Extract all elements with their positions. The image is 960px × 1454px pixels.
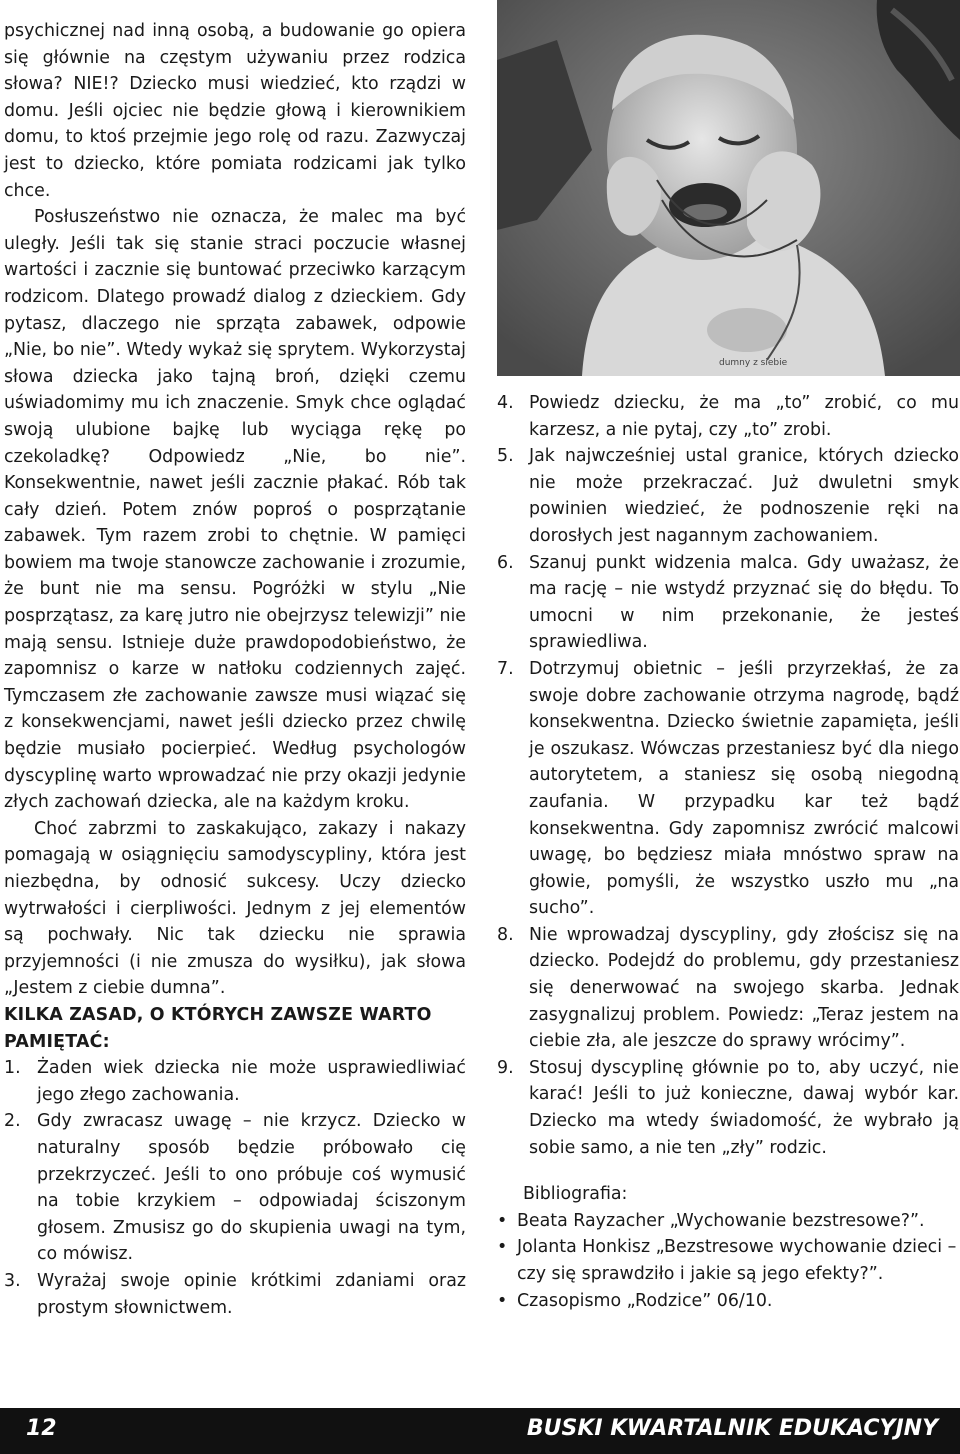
bullet-icon: • [497, 1290, 508, 1311]
list-item [497, 1288, 959, 1315]
list-item [4, 1055, 466, 1108]
list-text: Gdy zwracasz uwagę – nie krzycz. Dziecko w naturalny sposób będzie próbowało cię przekrzyczeć. Jeśli to ono próbuje coś wymusić na tobie krzykiem – odpowiadaj ściszonym głosem. Zmusisz go do skupienia uwagi na tym, co mówisz. [37, 1111, 466, 1265]
list-number: 3. [4, 1270, 21, 1291]
list-item [497, 656, 959, 922]
list-item [497, 1208, 959, 1235]
bibliography-entry: Jolanta Honkisz „Bezstresowe wychowanie dzieci – czy się sprawdziło i jakie są jego efekty?”. [517, 1237, 957, 1284]
list-item [4, 1108, 466, 1268]
page-footer [0, 1408, 960, 1454]
list-text: Dotrzymuj obietnic – jeśli przyrzekłaś, że za swoje dobre zachowanie otrzyma nagrodę, bądź konsekwentna. Dziecko świetnie zapamięta, jeśli je oszukasz. Wówczas przestaniesz być dla niego autorytetem, a staniesz się osobą niegodną zaufania. W przypadku kar też bądź konsekwentna. Gdy zapomnisz zwrócić malcowi uwagę, bo będziesz miała mnóstwo spraw na głowie, pomyśli, że wszystko uszło mu „na sucho”. [529, 658, 959, 919]
list-item [497, 390, 959, 443]
paragraph-self-discipline: Choć zabrzmi to zaskakująco, zakazy i nakazy pomagają w osiągnięciu samodyscypliny, która jest niezbędna, by odnosić sukcesy. Uczy dziecko wytrwałości i cierpliwości. Jednym z jej elementów są pochwały. Nic tak dziecku nie sprawia przyjemności (i nie zmusza do wysiłku), jak słowa „Jestem z ciebie dumna”. [4, 818, 466, 999]
list-text: Wyrażaj swoje opinie krótkimi zdaniami oraz prostym słownictwem. [37, 1270, 466, 1318]
list-item [497, 443, 959, 549]
list-item [4, 1268, 466, 1321]
bibliography-title: Bibliografia: [523, 1184, 628, 1205]
list-number: 9. [497, 1057, 514, 1078]
list-text: Żaden wiek dziecka nie może usprawiedliwiać jego złego zachowania. [37, 1058, 466, 1105]
list-number: 1. [4, 1058, 21, 1079]
bibliography-entry: Czasopismo „Rodzice” 06/10. [517, 1290, 773, 1311]
rules-list-left [4, 1055, 466, 1321]
magazine-title: BUSKI KWARTALNIK EDUKACYJNY [526, 1416, 938, 1441]
right-column [497, 390, 959, 1314]
list-text: Jak najwcześniej ustal granice, których dziecko nie może przekraczać. Już dwuletni smyk powinien wiedzieć, że podnoszenie ręki na dorosłych jest nagannym zachowaniem. [529, 446, 959, 546]
list-number: 5. [497, 446, 514, 467]
list-number: 6. [497, 552, 514, 573]
list-item [497, 1055, 959, 1161]
rules-heading: KILKA ZASAD, O KTÓRYCH ZAWSZE WARTO PAMIĘTAĆ: [4, 1004, 432, 1052]
bullet-icon: • [497, 1210, 508, 1231]
paragraph-intro: psychicznej nad inną osobą, a budowanie go opiera się głównie na częstym używaniu przez rodzica słowa? NIE!? Dziecko musi wiedzieć, kto rządzi w domu. Jeśli ojciec nie będzie głową i kierownikiem domu, to ktoś przejmie jego rolę od razu. Zazwyczaj jest to dziecko, które pomiata rodzicami jak tylko chce. [4, 21, 466, 201]
list-text: Stosuj dyscyplinę głównie po to, aby uczyć, nie karać! Jeśli to już konieczne, dawaj wybór kar. Dziecko ma wtedy świadomość, że wybrało ją sobie samo, a nie ten „zły” rodzic. [529, 1057, 959, 1158]
list-item [497, 922, 959, 1055]
paragraph-obedience: Posłuszeństwo nie oznacza, że malec ma być uległy. Jeśli tak się stanie straci poczucie własnej wartości i zacznie się buntować przeciwko karzącym rodzicom. Dlatego prowadź dialog z dzieckiem. Gdy pytasz, dlaczego nie sprząta zabawek, odpowie „Nie, bo nie”. Wtedy wykaż się sprytem. Wykorzystaj słowa dziecka jako tajną broń, dzięki czemu uświadomimy mu ich znaczenie. Smyk chce oglądać swoją ulubione bajkę lub wyciąga rękę po czekoladkę? Odpowiedz „Nie, bo nie”. Konsekwentnie, nawet jeśli zacznie płakać. Rób tak cały dzień. Potem znów poproś o posprzątanie zabawek. Tym razem zrobi to chętnie. W pamięci bowiem ma twoje stanowcze zachowanie i zrozumie, że bunt nie ma sensu. Pogróżki w stylu „Nie posprzątasz, za karę jutro nie obejrzysz telewizji” nie mają sensu. Istnieje duże prawdopodobieństwo, że zapomnisz o karze w natłoku codziennych zajęć. Tymczasem złe zachowanie zawsze musi wiązać się z konsekwencjami, nawet jeśli dziecko przez chwilę będzie musiało pocierpieć. Według psychologów dyscyplinę warto wprowadzać nie przy okazji jedynie złych zachowań dziecka, ale na każdym kroku. [4, 207, 466, 813]
bibliography-entry: Beata Rayzacher „Wychowanie bezstresowe?”. [517, 1210, 925, 1231]
list-item [497, 1234, 959, 1287]
list-number: 2. [4, 1111, 21, 1132]
list-text: Szanuj punkt widzenia malca. Gdy uważasz, że ma rację – nie wstydź przyznać się do błędu. To umocni w nim przekonanie, że jesteś sprawiedliwa. [529, 552, 959, 653]
shirt-text: dumny z siebie [719, 358, 788, 368]
crying-child-photo [497, 0, 960, 376]
bibliography-list [497, 1208, 959, 1314]
list-number: 7. [497, 658, 514, 679]
rules-list-right [497, 390, 959, 1161]
list-number: 4. [497, 393, 514, 413]
list-number: 8. [497, 924, 514, 945]
page-number: 12 [26, 1416, 57, 1441]
list-text: Powiedz dziecku, że ma „to” zrobić, co mu karzesz, a nie pytaj, czy „to” zrobi. [529, 393, 959, 440]
left-column [4, 18, 466, 1321]
bibliography [497, 1181, 959, 1314]
list-item [497, 550, 959, 656]
list-text: Nie wprowadzaj dyscypliny, gdy złościsz się na dziecko. Podejdź do problemu, gdy przestaniesz się denerwować na swojego skarba. Jednak zasygnalizuj problem. Powiedz: „Teraz jestem na ciebie zła, ale jeszcze do sprawy wrócimy”. [529, 924, 959, 1052]
bullet-icon: • [497, 1237, 508, 1258]
